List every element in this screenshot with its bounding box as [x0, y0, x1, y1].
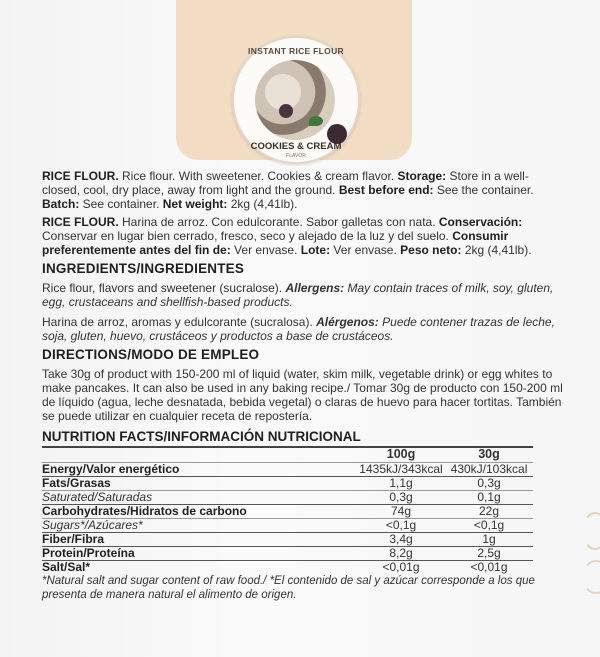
text-segment: Harina de arroz, aromas y edulcorante (sucralosa).	[42, 315, 317, 329]
value-30g: 430kJ/103kcal	[445, 463, 533, 477]
value-30g: <0,1g	[445, 519, 533, 533]
field-label: Best before end:	[338, 183, 434, 197]
decorative-swirl	[582, 512, 600, 550]
nutrition-row	[42, 477, 533, 491]
nutrient-label: Energy/Valor energético	[42, 463, 357, 477]
text-segment: Store in a well-closed, cool, dry place, away from light and the ground.	[42, 169, 529, 197]
product-photo	[255, 60, 335, 140]
nutrient-label: Fats/Grasas	[42, 477, 357, 491]
text-segment: Conservar en lugar bien cerrado, fresco, seco y alejado de la luz y del suelo.	[42, 229, 453, 243]
field-label: Peso neto:	[400, 243, 462, 257]
product-description-en	[42, 169, 564, 211]
text-segment: Puede contener trazas de leche, soja, gluten, huevo, crustáceos y productos a base de crustáceos.	[42, 315, 555, 343]
nutrition-row	[42, 463, 533, 477]
nutrition-row	[42, 533, 533, 547]
value-100g: 3,4g	[357, 533, 445, 547]
value-100g: 1,1g	[357, 477, 445, 491]
cookie-piece-icon	[279, 104, 293, 118]
nutrition-row	[42, 519, 533, 533]
ingredients-heading: INGREDIENTS/INGREDIENTES	[42, 261, 245, 276]
value-100g: <0,1g	[357, 519, 445, 533]
field-label: RICE FLOUR.	[42, 215, 119, 229]
column-30g: 30g	[478, 447, 500, 461]
badge-top-text: INSTANT RICE FLOUR	[248, 46, 344, 56]
text-segment: Ver envase.	[330, 243, 401, 257]
value-100g: 1435kJ/343kcal	[357, 463, 445, 477]
nutrient-label: Saturated/Saturadas	[42, 491, 357, 505]
nutrient-label: Carbohydrates/Hidratos de carbono	[42, 505, 357, 519]
text-segment: Ver envase.	[230, 243, 301, 257]
nutrition-row	[42, 547, 533, 561]
nutrient-label: Protein/Proteína	[42, 547, 357, 561]
text-segment: Rice flour. With sweetener. Cookies & cream flavor.	[118, 169, 398, 183]
field-label: Net weight:	[162, 197, 228, 211]
field-label: Storage:	[397, 169, 447, 183]
nutrient-label: Sugars*/Azúcares*	[42, 519, 357, 533]
value-30g: 22g	[445, 505, 533, 519]
field-label: RICE FLOUR.	[42, 169, 119, 183]
badge-flavor-caption: FLAVOR	[286, 153, 306, 159]
nutrition-footnote: *Natural salt and sugar content of raw food./ *El contenido de sal y azúcar corresponde a los que presenta de manera natural el alimento de origen.	[42, 575, 535, 601]
field-label: Alérgenos:	[316, 315, 379, 329]
text-segment: See container.	[79, 197, 163, 211]
nutrition-table	[42, 448, 533, 574]
text-segment: 2kg (4,41lb).	[461, 243, 532, 257]
mint-leaf-icon	[309, 116, 323, 126]
text-segment: May contain traces of milk, soy, gluten, egg, crustaceans and shellfish-based products.	[42, 281, 554, 309]
label-content	[42, 169, 564, 602]
field-label: Consumir preferentemente antes del fin de:	[42, 229, 509, 257]
product-description-es	[42, 215, 564, 257]
value-30g: 0,3g	[445, 477, 533, 491]
nutrition-heading: NUTRITION FACTS/INFORMACIÓN NUTRICIONAL	[42, 429, 533, 448]
field-label: Conservación:	[438, 215, 523, 229]
field-label: Batch:	[42, 197, 80, 211]
ingredients-es	[42, 315, 564, 343]
text-segment: 2kg (4,41lb).	[227, 197, 298, 211]
nutrient-label: Salt/Sal*	[42, 561, 357, 575]
column-100g: 100g	[386, 447, 416, 461]
directions-text: Take 30g of product with 150-200 ml of liquid (water, skim milk, vegetable drink) or egg whites to make pancakes. It can also be used in any baking recipe./ Tomar 30g de producto con 150-200 ml de líquido (agua, leche desnatada, bebida vegetal) o claras de huevo para hacer tortitas. También se puede utilizar en cualquier receta de repostería.	[42, 367, 563, 423]
field-label: Lote:	[300, 243, 331, 257]
text-segment: Harina de arroz. Con edulcorante. Sabor galletas con nata.	[118, 215, 439, 229]
text-segment: See the container.	[433, 183, 534, 197]
value-30g: <0,01g	[445, 561, 533, 575]
value-30g: 1g	[445, 533, 533, 547]
nutrition-row	[42, 561, 533, 575]
value-100g: 0,3g	[357, 491, 445, 505]
value-100g: <0,01g	[357, 561, 445, 575]
nutrition-row	[42, 505, 533, 519]
value-100g: 74g	[357, 505, 445, 519]
badge-flavor-name: COOKIES & CREAM	[250, 141, 342, 152]
value-100g: 8,2g	[357, 547, 445, 561]
value-30g: 0,1g	[445, 491, 533, 505]
nutrient-label: Fiber/Fibra	[42, 533, 357, 547]
ingredients-en	[42, 281, 564, 309]
field-label: Allergens:	[285, 281, 345, 295]
decorative-swirl	[582, 560, 600, 594]
nutrition-row	[42, 491, 533, 505]
flavor-badge	[232, 36, 360, 164]
value-30g: 2,5g	[445, 547, 533, 561]
directions-heading: DIRECTIONS/MODO DE EMPLEO	[42, 347, 260, 362]
nutrition-header-row	[42, 448, 533, 463]
text-segment: Rice flour, flavors and sweetener (sucralose).	[42, 281, 286, 295]
